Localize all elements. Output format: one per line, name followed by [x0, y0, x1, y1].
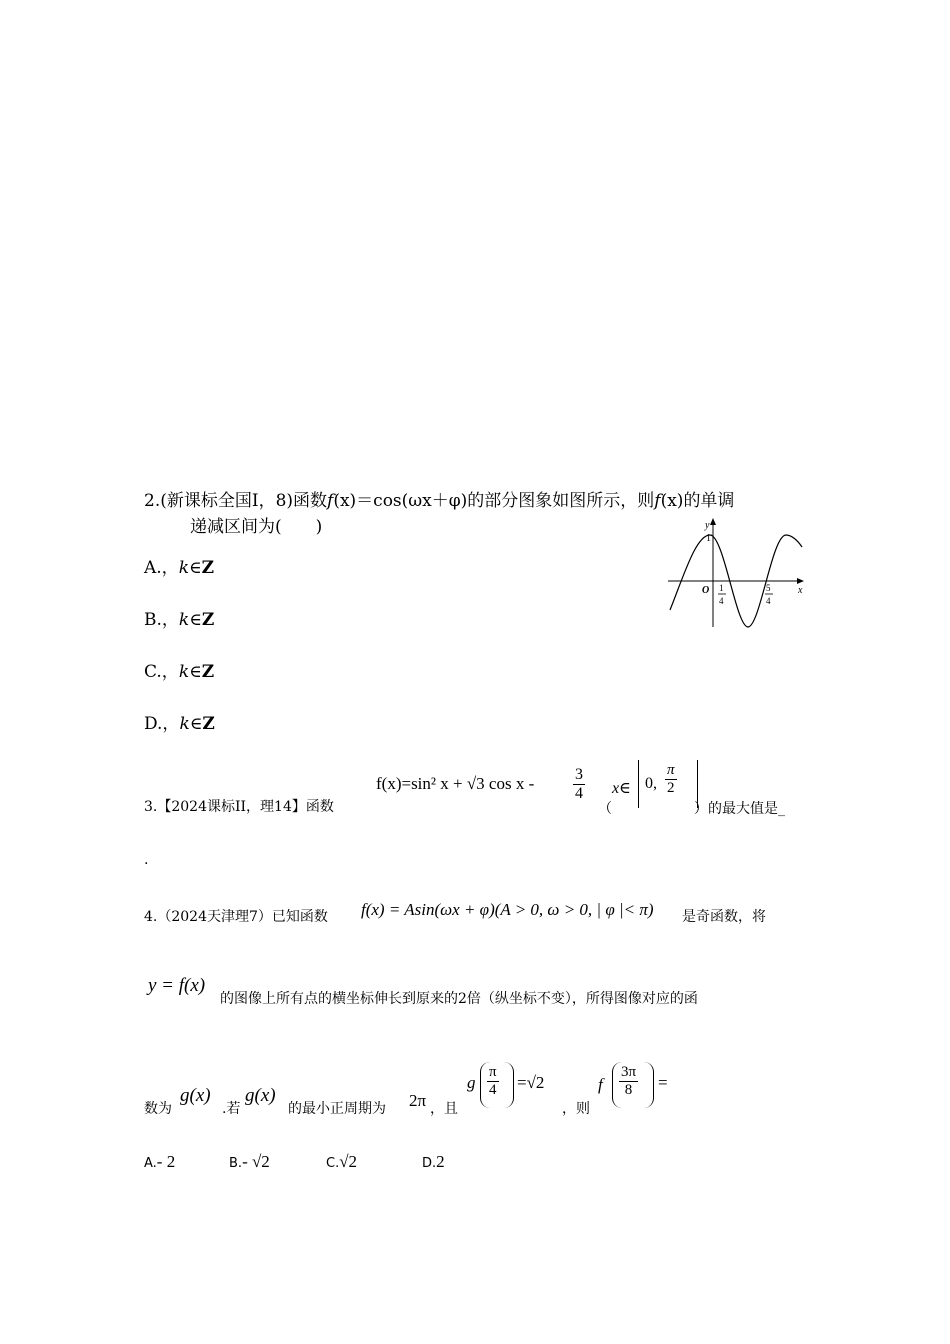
q3-fraction: $\frac{3}{4}$ — [575, 766, 583, 802]
q4-gx: g(x) — [180, 1085, 211, 1106]
q4-tail1: 是奇函数，将 — [682, 909, 766, 925]
y-tick-1: 1 — [706, 533, 711, 544]
q3-function: f(x)=sin² x + √3 cos x - — [376, 774, 535, 793]
q4-gx2: g(x) — [245, 1085, 276, 1106]
q3-interval-bracket: 0, $\frac{\pi}{2}$ — [638, 760, 698, 808]
q2-stem-line2: 递减区间为( ) — [190, 517, 323, 537]
q3-domain: x∈ — [612, 780, 631, 797]
x-label: x — [798, 585, 803, 596]
q4-line3-d: ，且 — [430, 1101, 458, 1117]
q3-tail: ）的最大值是_ — [694, 801, 785, 817]
q2-cosine-graph — [664, 515, 809, 630]
q4-y-eq: y = f(x) — [148, 975, 206, 996]
q4-option-d[interactable]: D.2 — [422, 1152, 445, 1171]
y-label: y — [705, 520, 710, 531]
q4-line3-c: 的最小正周期为 — [288, 1101, 386, 1117]
q2-option-c[interactable]: C.，k∈Z — [144, 662, 215, 682]
q4-option-b[interactable]: B.- √2 — [229, 1152, 270, 1171]
tick1-num: 1 — [719, 583, 724, 593]
tick2-num: 5 — [766, 583, 771, 593]
q4-f-label: f — [598, 1075, 603, 1094]
q4-g-label: g — [467, 1073, 476, 1092]
q4-g-eq: =√2 — [517, 1073, 545, 1092]
q3-dot: . — [144, 852, 149, 868]
q4-two-pi: 2π — [409, 1091, 427, 1110]
x-axis-arrow — [797, 578, 804, 584]
q4-option-c[interactable]: C.√2 — [326, 1152, 358, 1171]
q4-f-paren: $\frac{3\pi}{8}$ — [612, 1062, 654, 1108]
q4-f-eq: = — [658, 1073, 668, 1092]
y-axis-arrow — [710, 518, 716, 525]
tick2-den: 4 — [766, 596, 771, 606]
q4-line3-a: 数为 — [144, 1101, 172, 1117]
q4-option-a[interactable]: A.- 2 — [144, 1152, 176, 1171]
q4-line3-b: .若 — [222, 1101, 241, 1117]
q4-function: f(x) = Asin(ωx + φ)(A > 0, ω > 0, | φ |< π) — [361, 900, 654, 919]
q2-option-d[interactable]: D.，k∈Z — [144, 714, 215, 734]
q2-option-b[interactable]: B.，k∈Z — [144, 610, 215, 630]
q4-g-paren: $\frac{\pi}{4}$ — [480, 1062, 514, 1108]
q2-option-a[interactable]: A.，k∈Z — [144, 558, 215, 578]
q4-line2: 的图像上所有点的横坐标伸长到原来的2倍（纵坐标不变），所得图像对应的函 — [220, 991, 698, 1007]
origin-label: O — [702, 585, 710, 596]
q4-line3-e: ，则 — [562, 1101, 590, 1117]
q2-stem-line1: 2.(新课标全国Ⅰ，8)函数f(x)＝cos(ωx＋φ)的部分图象如图所示，则f(x)的单调 — [144, 491, 735, 511]
q3-prefix: 3.【2024课标II，理14】函数 — [144, 799, 334, 815]
q4-prefix: 4.（2024天津理7）已知函数 — [144, 909, 328, 925]
q3-paren-open: （ — [598, 801, 612, 817]
tick1-den: 4 — [719, 596, 724, 606]
